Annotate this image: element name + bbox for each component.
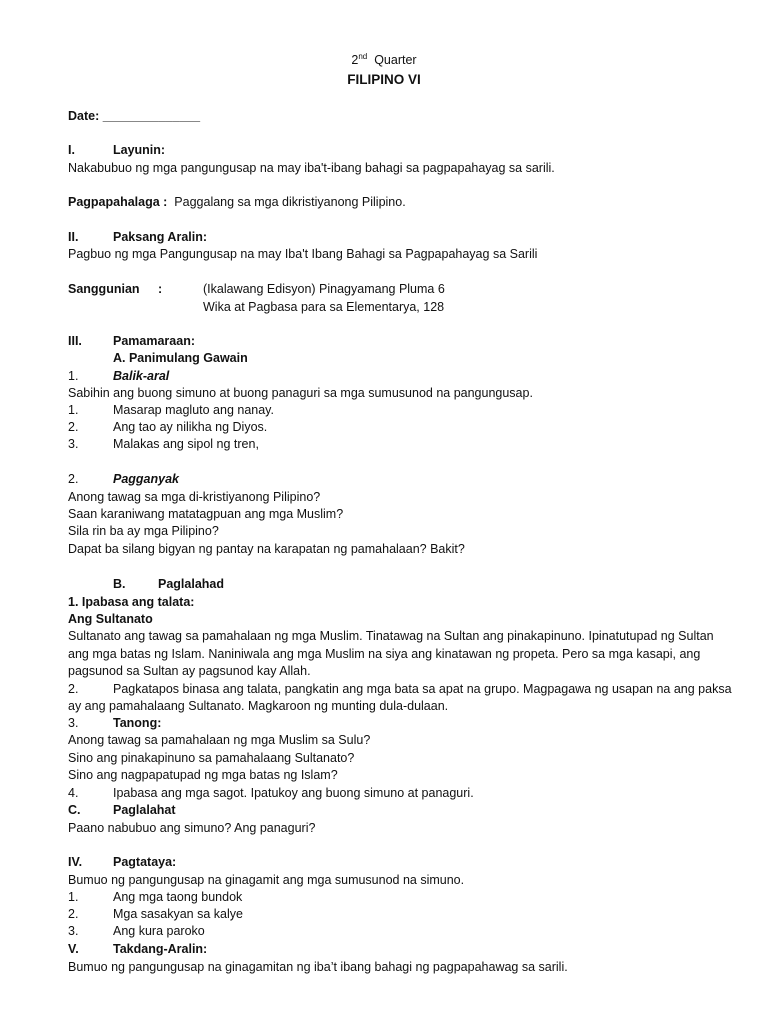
item-text: Masarap magluto ang nanay.	[113, 403, 274, 417]
quarter-word: Quarter	[374, 53, 417, 67]
item-number: 2.	[68, 420, 79, 434]
reference-line-1: (Ikalawang Edisyon) Pinagyamang Pluma 6	[203, 282, 445, 296]
section-number: I.	[68, 143, 75, 157]
section-2-heading	[68, 229, 207, 245]
section-5-heading	[68, 941, 207, 957]
item-number: 3.	[68, 437, 79, 451]
review-heading	[68, 368, 169, 384]
section-4-heading	[68, 854, 176, 870]
story-line: Sultanato ang tawag sa pamahalaan ng mga Muslim. Tinatawag na Sultan ang pinakapinuno. Ipinatutupad ng Sultan	[68, 629, 714, 643]
step-number: 3.	[68, 716, 79, 730]
quarter-number: 2	[351, 53, 359, 67]
step-4	[68, 785, 474, 801]
step-number: 4.	[68, 786, 79, 800]
read-instruction: 1. Ipabasa ang talata:	[68, 595, 195, 609]
section-title: Takdang-Aralin:	[113, 942, 208, 956]
item-text: Ang kura paroko	[113, 924, 205, 938]
item-text: Ang mga taong bundok	[113, 890, 243, 904]
section-title: Paksang Aralin:	[113, 230, 208, 244]
story-line: pagsunod sa Sultan ay pagsunod kay Allah.	[68, 664, 311, 678]
evaluation-instruction: Bumuo ng pangungusap na ginagamit ang mga sumusunod na simuno.	[68, 873, 465, 887]
step-text: Ipabasa ang mga sagot. Ipatukoy ang buong simuno at panaguri.	[113, 786, 474, 800]
quarter-ordinal: nd	[358, 51, 368, 61]
topic-text: Pagbuo ng mga Pangungusap na may Iba't Ibang Bahagi sa Pagpapahayag sa Sarili	[68, 247, 538, 261]
values-label: Pagpapahalaga :	[68, 195, 168, 209]
step-3-heading	[68, 715, 161, 731]
reference-colon: :	[158, 282, 163, 296]
section-title: Pamamaraan:	[113, 334, 195, 348]
question-line: Sino ang pinakapinuno sa pamahalaang Sultanato?	[68, 751, 355, 765]
date-line: Date: ______________	[68, 109, 201, 123]
review-instruction: Sabihin ang buong simuno at buong panaguri sa mga sumusunod na pangungusap.	[68, 386, 533, 400]
reference-line-2: Wika at Pagbasa para sa Elementarya, 128	[203, 300, 445, 314]
step-title: Pagganyak	[113, 472, 180, 486]
subsection-letter: C.	[68, 803, 81, 817]
quarter-heading	[0, 52, 768, 68]
story-title: Ang Sultanato	[68, 612, 153, 626]
homework-text: Bumuo ng pangungusap na ginagamitan ng iba’t ibang bahagi ng pagpapahawag sa sarili.	[68, 960, 568, 974]
item-text: Malakas ang sipol ng tren,	[113, 437, 259, 451]
subject-title: FILIPINO VI	[347, 72, 421, 87]
story-line: ang mga batas ng Islam. Naniniwala ang mga Muslim na siya ang kinatawan ng propeta. Pero sa mga kasapi, ang	[68, 647, 701, 661]
step-2-continued: ay ang pamahalaang Sultanato. Magkaroon ng munting dula-dulaan.	[68, 699, 449, 713]
list-item	[68, 436, 259, 452]
section-number: III.	[68, 334, 82, 348]
section-number: II.	[68, 230, 79, 244]
item-number: 2.	[68, 907, 79, 921]
list-item	[68, 889, 242, 905]
objective-text: Nakabubuo ng mga pangungusap na may iba't-ibang bahagi sa pagpapahayag sa sarili.	[68, 161, 555, 175]
section-title: Layunin:	[113, 143, 166, 157]
motivation-line: Dapat ba silang bigyan ng pantay na karapatan ng pamahalaan? Bakit?	[68, 542, 465, 556]
subsection-a-heading: A. Panimulang Gawain	[113, 351, 248, 365]
motivation-line: Saan karaniwang matatagpuan ang mga Muslim?	[68, 507, 344, 521]
list-item	[68, 923, 205, 939]
generalization-text: Paano nabubuo ang simuno? Ang panaguri?	[68, 821, 316, 835]
subsection-letter: B.	[113, 577, 126, 591]
step-2	[68, 681, 732, 697]
section-1-heading	[68, 142, 165, 158]
question-line: Sino ang nagpapatupad ng mga batas ng Islam?	[68, 768, 338, 782]
section-number: IV.	[68, 855, 83, 869]
step-title: Balik-aral	[113, 369, 170, 383]
subsection-b-heading	[113, 576, 224, 592]
section-3-heading	[68, 333, 195, 349]
section-title: Pagtataya:	[113, 855, 177, 869]
item-number: 1.	[68, 890, 79, 904]
step-text: Pagkatapos binasa ang talata, pangkatin ang mga bata sa apat na grupo. Magpagawa ng usapan na ang paksa	[113, 682, 732, 696]
list-item	[68, 402, 274, 418]
motivation-line: Anong tawag sa mga di-kristiyanong Pilipino?	[68, 490, 321, 504]
list-item	[68, 906, 243, 922]
reference-label: Sanggunian	[68, 282, 140, 296]
motivation-line: Sila rin ba ay mga Pilipino?	[68, 524, 219, 538]
item-text: Ang tao ay nilikha ng Diyos.	[113, 420, 268, 434]
subsection-title: Paglalahat	[113, 803, 176, 817]
step-title: Tanong:	[113, 716, 162, 730]
step-number: 2.	[68, 682, 79, 696]
values-line	[68, 194, 406, 210]
list-item	[68, 419, 267, 435]
values-text: Paggalang sa mga dikristiyanong Pilipino.	[174, 195, 406, 209]
item-text: Mga sasakyan sa kalye	[113, 907, 243, 921]
item-number: 1.	[68, 403, 79, 417]
question-line: Anong tawag sa pamahalaan ng mga Muslim sa Sulu?	[68, 733, 371, 747]
subsection-c-heading	[68, 802, 176, 818]
item-number: 3.	[68, 924, 79, 938]
step-number: 1.	[68, 369, 79, 383]
step-number: 2.	[68, 472, 79, 486]
motivation-heading	[68, 471, 179, 487]
subsection-title: Paglalahad	[158, 577, 224, 591]
section-number: V.	[68, 942, 79, 956]
